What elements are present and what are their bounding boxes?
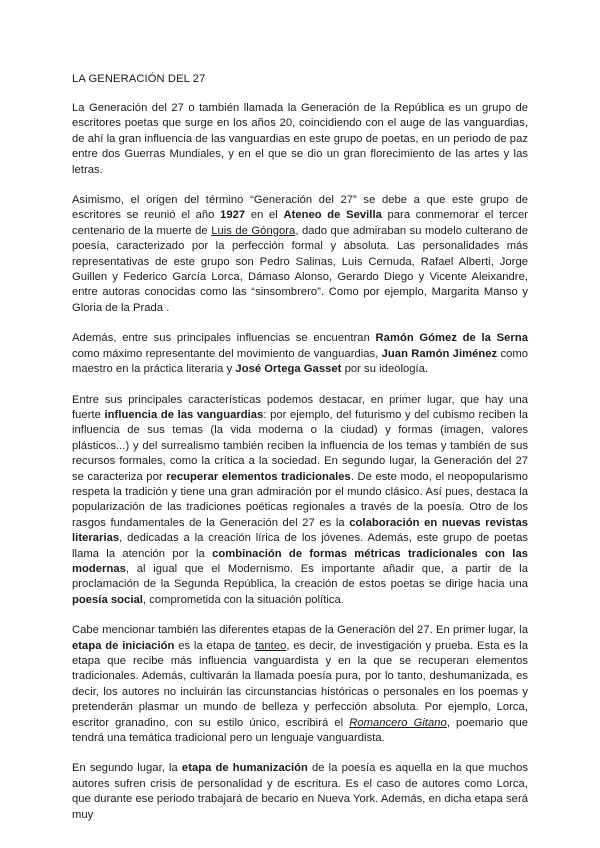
paragraph-origin: Asimismo, el origen del término “Generación del 27” se debe a que este grupo de escritores se reunió el año 1927 en el Ateneo de Sevilla para conmemorar el tercer centenario de la muerte de Luis de Góngora, dado que admiraban su modelo culterano de poesía, caracterizado por la perfección formal y absoluta. Las personalidades más representativas de este grupo son Pedro Salinas, Luis Cernuda, Rafael Alberti, Jorge Guillen y Federico García Lorca, Dámaso Alonso, Gerardo Diego y Vicente Aleixandre, entre autoras conocidas como las “sinsombrero”. Como por ejemplo, Margarita Manso y Gloria de la Prada . xyxy=(72,194,528,314)
colaboracion-revistas: colaboración en nuevas revistas literarias xyxy=(72,516,528,545)
gongora-link[interactable]: Luis de Góngora xyxy=(211,224,296,237)
paragraph-characteristics: Entre sus principales características podemos destacar, en primer lugar, que hay una fuerte influencia de las vanguardias: por ejemplo, del futurismo y del cubismo reciben la influencia de sus temas (la vida moderna o la ciudad) y formas (imagen, valores plásticos...) y del surrealismo también reciben la influencia de los temas y también de sus recursos formales, como la crítica a la sociedad. En segundo lugar, la Generación del 27 se caracteriza por recuperar elementos tradicionales. De este modo, el neopopularismo respeta la tradición y tiene una gran admiración por el mundo clásico. Así pues, destaca la popularización de las tradiciones poéticas regionales a través de la poesía. Otro de los rasgos fundamentales de la Generación del 27 es la colaboración en nuevas revistas literarias, dedicadas a la creación lírica de los jóvenes. Además, este grupo de poetas llama la atención por la combinación de formas métricas tradicionales con las modernas, al igual que el Modernismo. Es importante añadir que, a partir de la proclamación de la Segunda República, la creación de estos poetas se dirige hacia una poesía social, comprometida con la situación política. xyxy=(72,393,528,606)
paragraph-stages: Cabe mencionar también las diferentes etapas de la Generación del 27. En primer lugar, la etapa de iniciación es la etapa de tanteo, es decir, de investigación y prueba. Esta es la etapa que recibe más influencia vanguardista y en la que se recuperan elementos tradicionales. Además, cultivarán la llamada poesía pura, por lo tanto, deshumanizada, es decir, los autores no incluirán las circunstancias históricas o personales en los poemas y pretenderán plasmar un mundo de belleza y perfección absoluta. Por ejemplo, Lorca, escritor granadino, con su estilo único, escribirá el Romancero Gitano, poemario que tendrá una temática tradicional pero un lenguaje vanguardista. xyxy=(72,624,528,745)
tanteo-link[interactable]: tanteo xyxy=(254,639,287,652)
combinacion-formas: combinación de formas métricas tradicionales con las modernas xyxy=(72,547,528,575)
romancero-gitano-link[interactable]: Romancero Gitano xyxy=(349,716,447,729)
juan-ramon-jimenez: Juan Ramón Jiménez xyxy=(381,347,498,360)
year-1927: 1927 xyxy=(220,209,246,222)
jose-ortega-gasset: José Ortega Gasset xyxy=(235,363,342,376)
ramon-gomez-de-la-serna: Ramón Gómez de la Serna xyxy=(375,332,528,345)
etapa-iniciacion: etapa de iniciación xyxy=(72,639,175,652)
poesia-social: poesía social xyxy=(72,593,143,606)
etapa-humanizacion: etapa de humanización xyxy=(181,762,308,775)
paragraph-intro: La Generación del 27 o también llamada la Generación de la República es un grupo de escritores poetas que surge en los años 20, coincidiendo con el auge de las vanguardias, de ahí la gran influencia de las vanguardias en este grupo de poetas, en un periodo de paz entre dos Guerras Mundiales, y en el que se dio un gran florecimiento de las artes y las letras. xyxy=(72,102,528,176)
document-title: LA GENERACIÓN DEL 27 xyxy=(72,73,206,85)
paragraph-humanization: En segundo lugar, la etapa de humanización de la poesía es aquella en la que muchos autores sufren crisis de personalidad y de escritura. Es el caso de autores como Lorca, que durante ese periodo trabajará de becario en Nueva York. Además, en dicha etapa será muy xyxy=(72,762,529,821)
recuperar-elementos: recuperar elementos tradicionales xyxy=(166,470,351,483)
influencia-vanguardias: influencia de las vanguardias xyxy=(104,408,264,421)
paragraph-influences: Además, entre sus principales influencias se encuentran Ramón Gómez de la Serna como máximo representante del movimiento de vanguardias, Juan Ramón Jiménez como maestro en la práctica literaria y José Ortega Gasset por su ideología. xyxy=(72,332,529,376)
ateneo-de-sevilla: Ateneo de Sevilla xyxy=(283,209,382,222)
